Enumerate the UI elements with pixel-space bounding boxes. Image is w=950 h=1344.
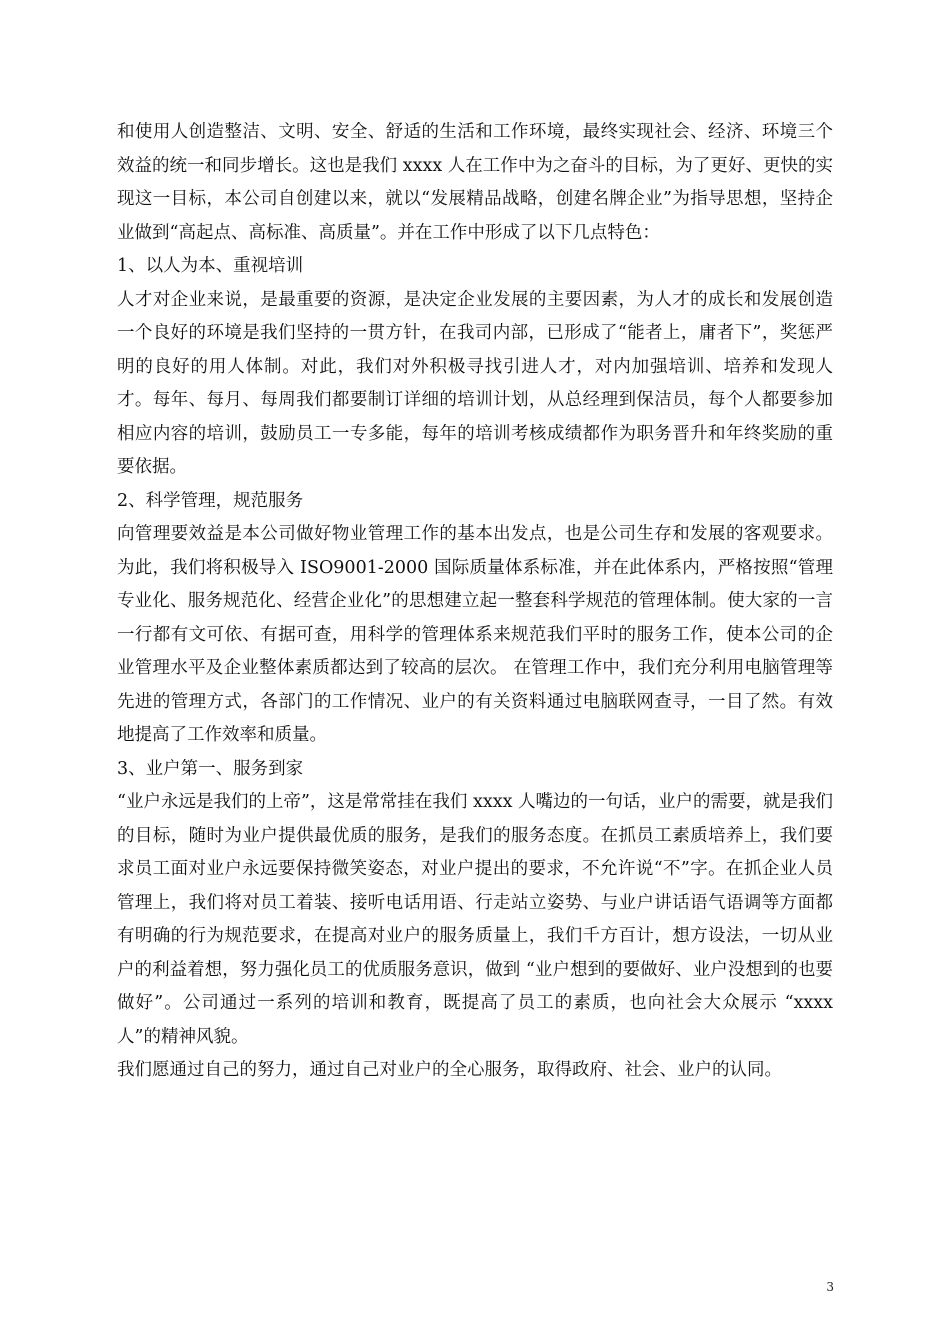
section-1-paragraph: 人才对企业来说，是最重要的资源，是决定企业发展的主要因素，为人才的成长和发展创造一个良好的环境是我们坚持的一贯方针，在我司内部，已形成了“能者上，庸者下”，奖惩严明的良好的用人体制。对此，我们对外积极寻找引进人才，对内加强培训、培养和发现人才。每年、每月、每周我们都要制订详细的培训计划，从总经理到保洁员，每个人都要参加相应内容的培训，鼓励员工一专多能，每年的培训考核成绩都作为职务晋升和年终奖励的重要依据。 bbox=[117, 289, 833, 477]
section-2-paragraph: 向管理要效益是本公司做好物业管理工作的基本出发点，也是公司生存和发展的客观要求。为此，我们将积极导入 ISO9001-2000 国际质量体系标准，并在此体系内，严格按照“管理专业化、服务规范化、经营企业化”的思想建立起一整套科学规范的管理体制。使大家的一言一行都有文可依、有据可查，用科学的管理体系来规范我们平时的服务工作，使本公司的企业管理水平及企业整体素质都达到了较高的层次。 在管理工作中，我们充分利用电脑管理等先进的管理方式，各部门的工作情况、业户的有关资料通过电脑联网查寻，一目了然。有效地提高了工作效率和质量。 bbox=[117, 524, 833, 745]
section-heading-3: 3、业户第一、服务到家 bbox=[117, 758, 304, 779]
section-heading-2: 2、科学管理，规范服务 bbox=[117, 490, 304, 511]
document-body bbox=[117, 116, 833, 1088]
section-heading-1: 1、以人为本、重视培训 bbox=[117, 256, 304, 276]
intro-paragraph: 和使用人创造整洁、文明、安全、舒适的生活和工作环境，最终实现社会、经济、环境三个效益的统一和同步增长。这也是我们 xxxx 人在工作中为之奋斗的目标，为了更好、更快的实现这一目标，本公司自创建以来，就以“发展精品战略，创建名牌企业”为指导思想，坚持企业做到“高起点、高标准、高质量”。并在工作中形成了以下几点特色： bbox=[117, 122, 833, 243]
page-number: 3 bbox=[826, 1280, 834, 1294]
section-3-paragraph: “业户永远是我们的上帝”，这是常常挂在我们 xxxx 人嘴边的一句话，业户的需要，就是我们的目标，随时为业户提供最优质的服务，是我们的服务态度。在抓员工素质培养上，我们要求员工面对业户永远要保持微笑姿态，对业户提出的要求，不允许说“不”字。在抓企业人员管理上，我们将对员工着装、接听电话用语、行走站立姿势、与业户讲话语气语调等方面都有明确的行为规范要求，在提高对业户的服务质量上，我们千方百计，想方设法，一切从业户的利益着想，努力强化员工的优质服务意识，做到 “业户想到的要做好、业户没想到的也要做好”。公司通过一系列的培训和教育，既提高了员工的素质，也向社会大众展示 “xxxx 人”的精神风貌。 bbox=[117, 792, 833, 1047]
closing-paragraph: 我们愿通过自己的努力，通过自己对业户的全心服务，取得政府、社会、业户的认同。 bbox=[117, 1060, 782, 1080]
